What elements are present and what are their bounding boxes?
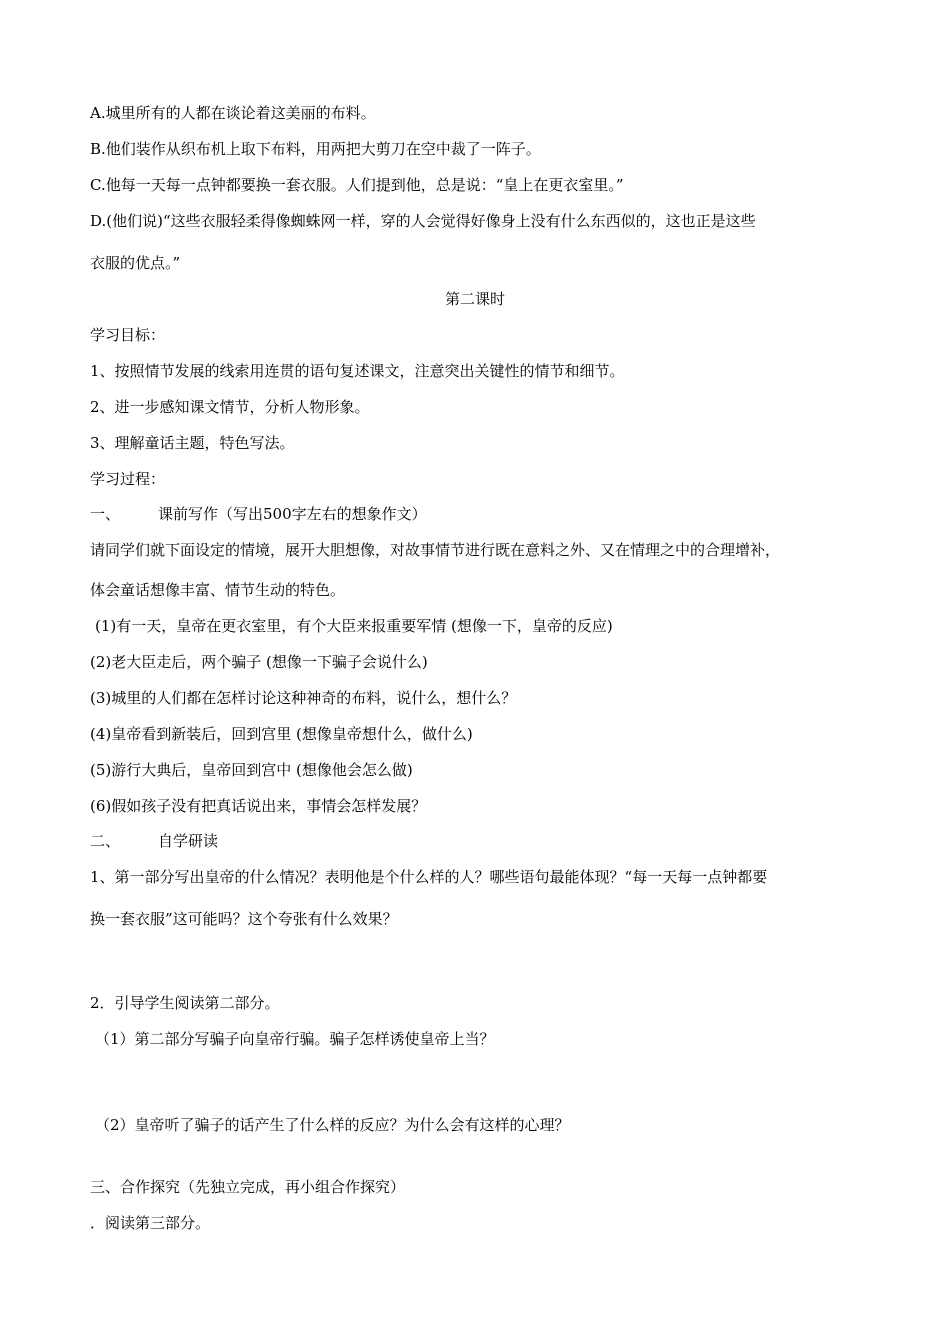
objective-item-2: 2、进一步感知课文情节，分析人物形象。: [90, 398, 370, 416]
option-b: B.他们装作从织布机上取下布料，用两把大剪刀在空中裁了一阵子。: [90, 140, 541, 158]
objective-item-3: 3、理解童话主题，特色写法。: [90, 434, 295, 452]
scenario-item-1: (1)有一天，皇帝在更衣室里，有个大臣来报重要军情 (想像一下，皇帝的反应): [95, 617, 613, 635]
scenario-item-3: (3)城里的人们都在怎样讨论这种神奇的布料，说什么，想什么？: [90, 689, 517, 707]
section1-title: 课前写作（写出500字左右的想象作文）: [158, 505, 427, 523]
question2: 2．引导学生阅读第二部分。: [90, 994, 280, 1012]
question2-sub1: （1）第二部分写骗子向皇帝行骗。骗子怎样诱使皇帝上当？: [95, 1030, 495, 1048]
question1-line2: 换一套衣服”这可能吗？这个夸张有什么效果？: [90, 910, 398, 928]
objectives-heading: 学习目标：: [90, 326, 166, 344]
section2-number: 二、: [90, 832, 121, 850]
option-d-line1: D.(他们说)“这些衣服轻柔得像蜘蛛网一样，穿的人会觉得好像身上没有什么东西似的，这也正是这些: [90, 212, 756, 230]
scenario-item-2: (2)老大臣走后，两个骗子 (想像一下骗子会说什么): [90, 653, 428, 671]
scenario-item-6: (6)假如孩子没有把真话说出来，事情会怎样发展？: [90, 797, 427, 815]
question1-line1: 1、第一部分写出皇帝的什么情况？表明他是个什么样的人？哪些语句最能体现？“每一天每一点钟都要: [90, 868, 768, 886]
process-heading: 学习过程：: [90, 470, 166, 488]
section3-title: 三、合作探究（先独立完成，再小组合作探究）: [90, 1178, 406, 1196]
question2-sub2: （2）皇帝听了骗子的话产生了什么样的反应？为什么会有这样的心理？: [95, 1116, 570, 1134]
option-c: C.他每一天每一点钟都要换一套衣服。人们提到他，总是说：“皇上在更衣室里。”: [90, 176, 624, 194]
objective-item-1: 1、按照情节发展的线索用连贯的语句复述课文，注意突出关键性的情节和细节。: [90, 362, 625, 380]
option-d-line2: 衣服的优点。”: [90, 254, 181, 272]
lesson-title: 第二课时: [444, 290, 505, 308]
section1-intro-line2: 体会童话想像丰富、情节生动的特色。: [90, 581, 346, 599]
section1-number: 一、: [90, 505, 121, 523]
scenario-item-4: (4)皇帝看到新装后，回到宫里 (想像皇帝想什么，做什么): [90, 725, 473, 743]
section1-intro-line1: 请同学们就下面设定的情境，展开大胆想像，对故事情节进行既在意料之外、又在情理之中的合理增补，: [90, 541, 781, 559]
section2-title: 自学研读: [158, 832, 219, 850]
scenario-item-5: (5)游行大典后，皇帝回到宫中 (想像他会怎么做): [90, 761, 413, 779]
option-a: A.城里所有的人都在谈论着这美丽的布料。: [90, 104, 376, 122]
section3-item: ．阅读第三部分。: [90, 1214, 211, 1232]
